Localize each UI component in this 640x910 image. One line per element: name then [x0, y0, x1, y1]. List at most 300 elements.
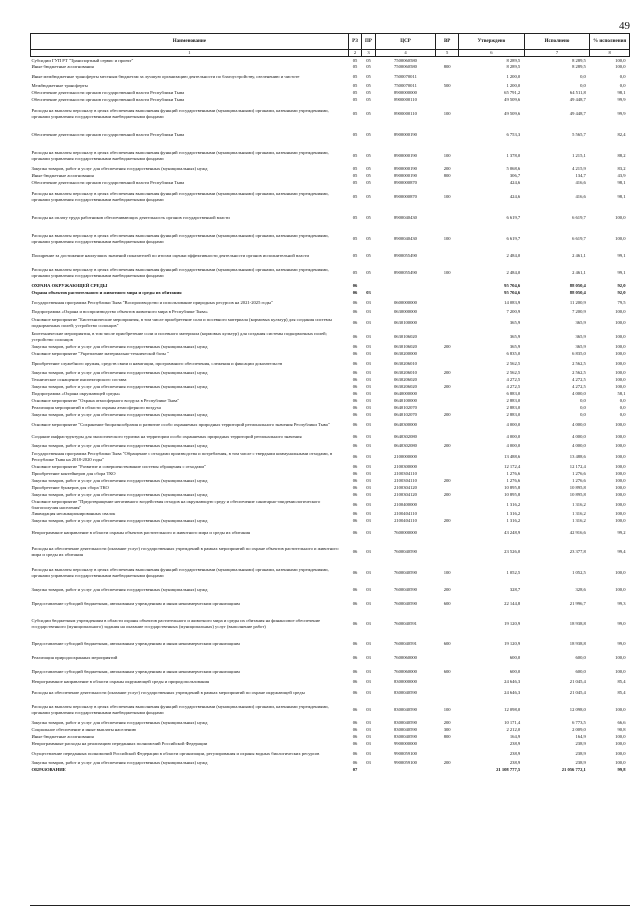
row-rz: 05	[352, 57, 358, 63]
column-number: 4	[375, 50, 435, 57]
table-row	[31, 309, 630, 316]
table-row	[31, 518, 630, 525]
row-approved: 43 248,9	[504, 529, 521, 535]
row-executed: 1 052,5	[572, 569, 586, 575]
row-pr: 05	[366, 235, 371, 241]
row-approved: 6 835,0	[506, 351, 521, 357]
table-row	[31, 748, 630, 760]
row-executed: 134,7	[575, 173, 586, 179]
row-approved: 1 316,2	[506, 518, 521, 524]
row-csr: 0630206010	[394, 370, 417, 376]
table-row	[31, 249, 630, 263]
row-pr: 03	[366, 412, 371, 418]
row-approved: 1 276,6	[506, 471, 521, 477]
row-name: Охрана объектов растительного и животного мира и среды их обитания	[31, 290, 182, 296]
row-executed: 0,0	[580, 412, 586, 418]
row-pr: 03	[366, 668, 371, 674]
row-name: Закупка товаров, работ и услуг для обеспечения государственных (муниципальных) нужд	[31, 492, 208, 498]
row-approved: 4 000,0	[506, 443, 521, 449]
row-percent: 100,0	[615, 471, 626, 477]
row-executed: 21 045,4	[569, 689, 586, 695]
table-row	[31, 499, 630, 511]
row-pr: 03	[366, 734, 371, 740]
row-csr: 8300040590	[394, 720, 417, 726]
row-percent: 100,0	[615, 668, 626, 674]
row-rz: 06	[352, 464, 358, 470]
row-percent: 99,0	[617, 640, 626, 646]
table-row	[31, 597, 630, 611]
row-vr	[436, 207, 459, 229]
row-csr: 8900000870	[394, 180, 417, 186]
row-percent: 0,0	[619, 405, 626, 411]
row-csr: 8900055490	[394, 252, 417, 258]
row-name: Основное мероприятие "Сохранение биоразнообразия и развитие особо охраняемых природных территорий регионального значения Республики Тыва"	[31, 421, 330, 427]
row-percent: 79,5	[617, 299, 626, 305]
page-number: 49	[619, 20, 630, 32]
row-rz: 06	[352, 734, 358, 740]
budget-table	[30, 33, 630, 774]
row-vr: 100	[443, 269, 451, 275]
row-percent: 0,0	[619, 73, 626, 79]
row-vr: 200	[443, 586, 451, 592]
row-csr: 8300040590	[394, 689, 417, 695]
row-name: Основное мероприятие "Охрана атмосферного воздуха в Республике Тыва"	[31, 398, 180, 404]
row-approved: 12 098,0	[504, 706, 521, 712]
table-row	[31, 563, 630, 583]
table-row	[31, 104, 630, 124]
row-pr: 03	[366, 569, 371, 575]
row-percent: 100,0	[615, 760, 626, 766]
row-pr: 05	[366, 64, 371, 70]
row-csr: 2100400000	[394, 501, 417, 507]
row-vr	[436, 485, 459, 492]
row-rz: 06	[352, 290, 358, 296]
row-approved: 4 272,5	[506, 384, 521, 390]
row-name: Закупка товаров, работ и услуг для обеспечения государственных (муниципальных) нужд	[31, 344, 208, 350]
row-percent: 100,0	[615, 64, 626, 70]
row-percent: 100,0	[615, 360, 626, 366]
row-rz: 06	[352, 299, 358, 305]
row-approved: 6 883,0	[506, 391, 521, 397]
row-executed: 10 895,8	[569, 492, 586, 498]
row-pr: 03	[366, 727, 371, 733]
row-vr	[436, 471, 459, 478]
row-pr: 03	[366, 750, 371, 756]
row-executed: 10 895,8	[569, 485, 586, 491]
row-executed: 12 098,0	[569, 706, 586, 712]
row-name: ОХРАНА ОКРУЖАЮЩЕЙ СРЕДЫ	[31, 283, 108, 289]
table-row	[31, 464, 630, 471]
row-pr: 03	[366, 706, 371, 712]
row-rz: 05	[352, 131, 358, 137]
row-vr	[436, 431, 459, 443]
row-rz: 05	[352, 252, 358, 258]
row-vr	[436, 309, 459, 316]
row-vr	[436, 290, 459, 297]
row-rz: 06	[352, 370, 358, 376]
row-approved: 24 646,3	[504, 689, 521, 695]
row-csr: 0640100000	[394, 398, 417, 404]
row-executed: 0,0	[580, 83, 586, 89]
table-row	[31, 229, 630, 249]
row-executed: 416,6	[575, 193, 586, 199]
row-rz: 05	[352, 90, 358, 96]
row-executed: 0,0	[580, 398, 586, 404]
header-pr: ПР	[362, 34, 376, 50]
row-vr	[436, 57, 459, 64]
row-percent: 100,0	[615, 501, 626, 507]
table-row	[31, 412, 630, 419]
table-row	[31, 760, 630, 767]
row-executed: 7 200,9	[572, 309, 586, 315]
row-approved: 600,0	[509, 668, 521, 674]
row-name: Поощрение за достижение наилучших значений показателей по итогам оценки эффективности деятельности органов исполнительной власти	[31, 252, 309, 258]
row-rz: 06	[352, 518, 358, 524]
row-percent: 100,0	[615, 464, 626, 470]
row-percent: 0,0	[619, 398, 626, 404]
row-approved: 6 619,7	[506, 235, 521, 241]
row-percent: 100,0	[615, 586, 626, 592]
table-row	[31, 583, 630, 597]
row-percent: 100,0	[615, 344, 626, 350]
row-vr: 600	[443, 640, 451, 646]
row-rz: 06	[352, 492, 358, 498]
row-vr	[436, 297, 459, 309]
row-pr: 03	[366, 689, 371, 695]
row-executed: 0,0	[580, 405, 586, 411]
row-pr: 03	[366, 370, 371, 376]
table-row	[31, 665, 630, 679]
row-rz: 05	[352, 193, 358, 199]
row-approved: 238,9	[509, 750, 521, 756]
row-name: Непрограммные расходы на реализацию переданных полномочий Российской Федерации	[31, 741, 208, 747]
row-csr: 7600040591	[394, 640, 417, 646]
table-row	[31, 741, 630, 748]
table-row	[31, 316, 630, 330]
row-executed: 1 215,1	[572, 152, 586, 158]
row-csr: 8900040430	[394, 214, 417, 220]
row-percent: 90,8	[617, 727, 626, 733]
row-pr: 03	[366, 333, 371, 339]
row-rz: 05	[352, 97, 358, 103]
row-name: Закупка товаров, работ и услуг для обеспечения государственных (муниципальных) нужд	[31, 370, 208, 376]
column-number: 5	[436, 50, 459, 57]
table-row	[31, 297, 630, 309]
table-row	[31, 351, 630, 358]
row-approved: 10 895,8	[504, 492, 521, 498]
row-vr: 100	[443, 706, 451, 712]
row-csr: 8300040590	[394, 727, 417, 733]
row-percent: 100,0	[615, 706, 626, 712]
row-vr	[436, 283, 459, 290]
row-approved: 328,7	[509, 586, 521, 592]
row-executed: 365,9	[575, 344, 586, 350]
table-row	[31, 124, 630, 146]
row-percent: 99,1	[617, 252, 626, 258]
row-name: Иные бюджетные ассигнования	[31, 734, 94, 740]
row-vr	[436, 97, 459, 104]
row-executed: 5 565,7	[572, 131, 586, 137]
row-name: Реализация мероприятий в области охраны атмосферного воздуха	[31, 405, 161, 411]
row-pr: 03	[366, 384, 371, 390]
row-vr: 600	[443, 600, 451, 606]
row-name: Расходы на выплаты персоналу в целях обеспечения выполнения функций государственными (муниципальными) органами, казенными учреждениями, органами управления государственными внебюджетными фондами	[31, 704, 329, 715]
row-percent: 100,0	[615, 518, 626, 524]
row-pr: 05	[366, 252, 371, 258]
header-rz: РЗ	[348, 34, 362, 50]
row-pr: 03	[366, 405, 371, 411]
row-approved: 424,6	[509, 180, 521, 186]
row-pr: 03	[366, 679, 371, 685]
row-name: Осуществление переданных полномочий Российской Федерации в области организации, регулирования и охраны водных биологических ресурсов	[31, 750, 320, 756]
row-rz: 06	[352, 501, 358, 507]
row-vr: 300	[443, 727, 451, 733]
row-percent: 66,6	[617, 720, 626, 726]
row-percent: 85,4	[617, 689, 626, 695]
row-executed: 1 316,2	[572, 518, 586, 524]
row-rz: 06	[352, 640, 358, 646]
row-name: Иные бюджетные ассигнования	[31, 173, 94, 179]
row-approved: 95 704,6	[504, 290, 521, 296]
row-vr	[436, 398, 459, 405]
row-rz: 05	[352, 152, 358, 158]
row-vr	[436, 541, 459, 563]
row-rz: 06	[352, 453, 358, 459]
row-percent: 99,8	[617, 767, 626, 773]
row-approved: 1 052,5	[506, 569, 521, 575]
row-executed: 1 276,6	[572, 478, 586, 484]
row-name: Государственная программа Республики Тыва "Обращение с отходами производства и потребления, в том числе с твердыми коммунальными отходами, в Республике Тыва на 2018-2020 годы"	[31, 451, 333, 462]
row-vr	[436, 511, 459, 518]
row-csr: 2100304120	[394, 485, 417, 491]
table-row	[31, 180, 630, 187]
row-rz: 06	[352, 309, 358, 315]
row-name: Расходы на выплаты персоналу в целях обеспечения выполнения функций государственными (муниципальными) органами, казенными учреждениями, органами управления государственными внебюджетными фондами	[31, 191, 329, 202]
row-vr: 200	[443, 344, 451, 350]
row-rz: 05	[352, 180, 358, 186]
row-rz: 05	[352, 166, 358, 172]
row-pr: 05	[366, 269, 371, 275]
row-vr: 200	[443, 166, 451, 172]
row-pr: 05	[366, 90, 371, 96]
row-executed: 49 448,7	[569, 97, 586, 103]
row-vr	[436, 741, 459, 748]
row-name: Субсидии бюджетным учреждениям в области охраны объектов растительного и животного мира и среды их обитания на финансовое обеспечение государственного (муниципального) задания на оказание государственных (муниципальных) услуг (выполнение работ)	[31, 618, 321, 629]
row-rz: 06	[352, 654, 358, 660]
row-rz: 05	[352, 235, 358, 241]
table-body	[31, 57, 630, 774]
table-row	[31, 71, 630, 83]
row-executed: 18 938,8	[569, 640, 586, 646]
row-approved: 8 289,5	[506, 57, 521, 63]
row-executed: 21 045,4	[569, 679, 586, 685]
row-csr	[375, 283, 435, 290]
row-executed: 23 377,8	[569, 548, 586, 554]
row-name: Расходы на выплаты персоналу в целях обеспечения выполнения функций государственными (муниципальными) органами, казенными учреждениями, органами управления государственными внебюджетными фондами	[31, 108, 329, 119]
row-csr	[375, 767, 435, 774]
row-csr: 8900000190	[394, 173, 417, 179]
row-pr: 03	[366, 720, 371, 726]
column-number: 8	[590, 50, 630, 57]
row-percent: 100,0	[615, 309, 626, 315]
row-pr: 03	[366, 464, 371, 470]
row-pr: 05	[366, 97, 371, 103]
row-csr: 8300040590	[394, 706, 417, 712]
row-executed: 164,9	[575, 734, 586, 740]
row-csr: 7600000000	[394, 529, 417, 535]
row-vr: 200	[443, 760, 451, 766]
row-pr: 05	[366, 180, 371, 186]
row-approved: 1 378,0	[506, 152, 521, 158]
row-pr: 03	[366, 640, 371, 646]
row-approved: 12 172,4	[504, 464, 521, 470]
row-pr: 05	[366, 193, 371, 199]
row-executed: 238,9	[575, 741, 586, 747]
row-rz: 06	[352, 548, 358, 554]
row-percent: 100,0	[615, 235, 626, 241]
row-csr: 0630106020	[394, 344, 417, 350]
row-rz: 06	[352, 412, 358, 418]
row-csr: 0630100000	[394, 319, 417, 325]
column-number: 6	[459, 50, 525, 57]
row-executed: 600,0	[575, 668, 586, 674]
row-name: Закупка товаров, работ и услуг для обеспечения государственных (муниципальных) нужд	[31, 518, 208, 524]
row-pr: 03	[366, 620, 371, 626]
row-name: Основное мероприятие "Биотехнические мероприятия, в том числе приобретение соли и посевного материала (кормовых культур) для создания системы подкормочных полей; устройство солонцов"	[31, 317, 332, 328]
row-name: ОБРАЗОВАНИЕ	[31, 767, 66, 773]
row-name: Приобретение контейнеров для сбора ТКО	[31, 471, 116, 477]
row-rz: 06	[352, 398, 358, 404]
row-percent: 99,1	[617, 269, 626, 275]
row-name: Обеспечение деятельности органов государственной власти Республики Тыва	[31, 131, 185, 137]
row-executed: 328,6	[575, 586, 586, 592]
row-name: Закупка товаров, работ и услуг для обеспечения государственных (муниципальных) нужд	[31, 412, 208, 418]
row-name: Иные бюджетные ассигнования	[31, 64, 94, 70]
row-csr: 2100300000	[394, 464, 417, 470]
row-name: Государственная программа Республики Тыва "Воспроизводство и использование природных ресурсов на 2021-2025 годы"	[31, 299, 273, 305]
row-csr: 7500060580	[394, 64, 417, 70]
row-pr: 03	[366, 309, 371, 315]
row-name: Закупка товаров, работ и услуг для обеспечения государственных (муниципальных) нужд	[31, 586, 208, 592]
row-csr: 2100404110	[394, 511, 417, 517]
row-vr: 200	[443, 478, 451, 484]
row-name: Расходы на выплаты персоналу в целях обеспечения выполнения функций государственными (муниципальными) органами, казенными учреждениями, органами управления государственными внебюджетными фондами	[31, 267, 329, 278]
row-percent: 100,0	[615, 319, 626, 325]
row-vr	[436, 124, 459, 146]
row-rz: 06	[352, 720, 358, 726]
row-name: Непрограммное направление в области охраны окружающей среды и природопользования	[31, 679, 210, 685]
row-vr: 200	[443, 412, 451, 418]
row-csr: 8900000000	[394, 90, 417, 96]
row-approved: 2 883,0	[506, 398, 521, 404]
header-name: Наименование	[31, 34, 349, 50]
row-name: Основное мероприятие "Предотвращение негативного воздействия отходов на окружающую среду и обеспечение санитарно-эпидемиологического благополучия населения"	[31, 499, 321, 510]
row-percent: 98,1	[617, 193, 626, 199]
row-csr: 7500070011	[394, 83, 417, 89]
header-executed: Исполнено	[524, 34, 590, 50]
row-csr	[375, 290, 435, 297]
row-vr	[436, 748, 459, 760]
row-name: Межбюджетные трансферты	[31, 83, 88, 89]
table-row	[31, 767, 630, 774]
row-name: Непрограммное направление в области охраны объектов растительного и животного мира и среды их обитания	[31, 529, 251, 535]
row-vr: 600	[443, 668, 451, 674]
table-row	[31, 419, 630, 431]
row-executed: 1 316,2	[572, 511, 586, 517]
row-pr: 05	[366, 110, 371, 116]
row-approved: 6 619,7	[506, 214, 521, 220]
row-percent: 99,2	[617, 529, 626, 535]
row-rz: 05	[352, 110, 358, 116]
row-name: Закупка товаров, работ и услуг для обеспечения государственных (муниципальных) нужд	[31, 443, 208, 449]
row-vr	[436, 450, 459, 464]
row-executed: 12 172,4	[569, 464, 586, 470]
table-row	[31, 384, 630, 391]
row-vr: 200	[443, 518, 451, 524]
row-rz: 07	[352, 767, 358, 773]
row-name: Создание инфраструктуры для экологического туризма на территории особо охраняемых природных территорий регионального значения	[31, 433, 302, 439]
table-row	[31, 358, 630, 370]
row-executed: 8 289,5	[572, 57, 586, 63]
row-csr: 2100304110	[394, 471, 417, 477]
table-row	[31, 431, 630, 443]
row-approved: 238,9	[509, 741, 521, 747]
row-percent: 100,0	[615, 384, 626, 390]
row-csr: 8900055490	[394, 269, 417, 275]
row-executed: 13 488,6	[569, 453, 586, 459]
row-csr: 2100000000	[394, 453, 417, 459]
row-name: Расходы на выплаты персоналу в целях обеспечения выполнения функций государственными (муниципальными) органами, казенными учреждениями, органами управления государственными внебюджетными фондами	[31, 567, 329, 578]
row-pr: 03	[366, 391, 371, 397]
row-percent: 100,0	[615, 478, 626, 484]
row-rz: 06	[352, 360, 358, 366]
row-approved: 22 144,8	[504, 600, 521, 606]
row-name: Основное мероприятие "Укрепление материально-технической базы "	[31, 351, 169, 357]
row-percent: 85,4	[617, 679, 626, 685]
row-pr: 05	[366, 173, 371, 179]
row-name: Закупка товаров, работ и услуг для обеспечения государственных (муниципальных) нужд	[31, 384, 208, 390]
row-pr: 03	[366, 654, 371, 660]
row-approved: 4 000,0	[506, 421, 521, 427]
row-name: Ликвидация несанкционированных свалок	[31, 511, 116, 517]
row-vr	[436, 351, 459, 358]
row-name: Биотехнические мероприятия, в том числе приобретение соли и посевного материала (кормовых культур) для создания системы подкормочных полей; устройство солонцов	[31, 331, 327, 342]
row-vr	[436, 358, 459, 370]
row-rz: 06	[352, 478, 358, 484]
row-approved: 1 276,6	[506, 478, 521, 484]
row-csr: 0640102070	[394, 412, 417, 418]
row-percent: 100,0	[615, 421, 626, 427]
table-row	[31, 734, 630, 741]
row-vr: 200	[443, 492, 451, 498]
row-rz: 06	[352, 405, 358, 411]
table-row	[31, 478, 630, 485]
header-csr: ЦСР	[375, 34, 435, 50]
row-rz: 06	[352, 391, 358, 397]
row-executed: 6 773,5	[572, 720, 586, 726]
row-name: Реализация природоохранных мероприятий	[31, 654, 118, 660]
table-row	[31, 511, 630, 518]
table-row	[31, 525, 630, 541]
row-vr: 100	[443, 193, 451, 199]
row-pr: 03	[366, 760, 371, 766]
row-vr: 500	[443, 83, 451, 89]
row-executed: 1 276,6	[572, 471, 586, 477]
row-rz: 06	[352, 471, 358, 477]
row-rz: 06	[352, 333, 358, 339]
row-percent: 100,0	[615, 750, 626, 756]
row-pr: 03	[366, 741, 371, 747]
